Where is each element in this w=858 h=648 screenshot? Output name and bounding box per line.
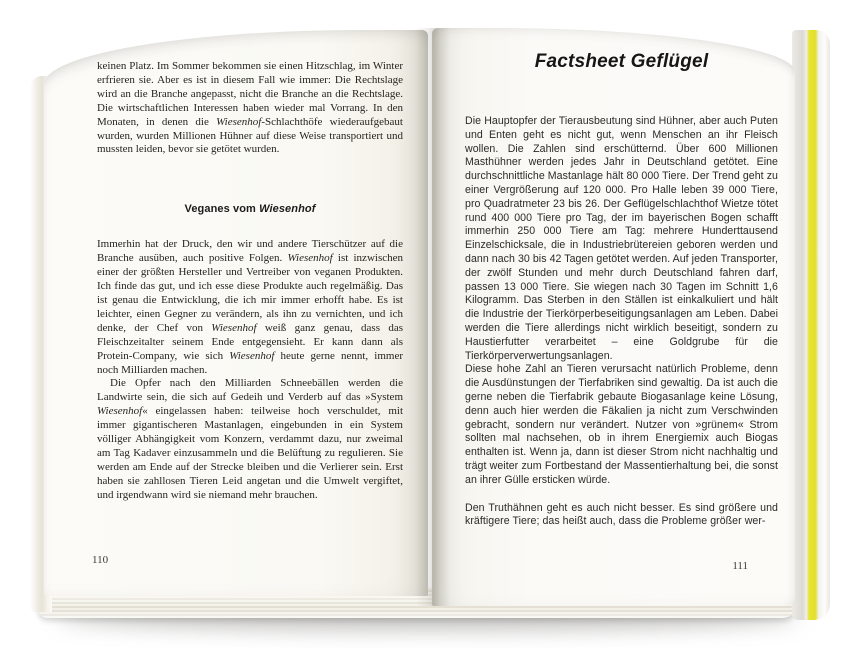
- paragraph-continued: keinen Platz. Im Sommer bekommen sie einen Hitzschlag, im Winter erfrieren sie. Aber es ist in diesem Fall wie immer: Die Rechtslage wird an die Branche angepasst, nicht die Branche an die Rechtslage. Die wirtschaftlichen Interessen haben wieder mal Vorrang. In den Monaten, in denen die Wiesenhof-Schlachthöfe wiederaufgebaut wurden, wurden Millionen Hühner auf diese Weise transportiert und mussten leiden, bevor sie getötet wurden.: [97, 60, 403, 156]
- paragraph: Diese hohe Zahl an Tieren verursacht natürlich Probleme, denn die Ausdünstungen der Tierfabriken sind gewaltig. Da ist auch die gerne neben die Tierfabrik gebaute Biogasanlage keine Lösung, denn auch hier werden die Fäkalien ja nicht zum Verschwinden gebracht, sondern nur verändert. Nutzer von »grünem« Strom sollten mal nachsehen, ob in ihrem Energiemix auch Biogas enthalten ist. Wenn ja, dann ist dieser Strom nicht nachhaltig und trägt weiter zum Fortbestand der Massentierhaltung bei, die sonst an ihrer Gülle ersticken würde.: [465, 363, 778, 486]
- page-number-right: 111: [732, 560, 748, 572]
- chapter-heading: Factsheet Geflügel: [534, 51, 709, 72]
- left-page: [44, 30, 428, 596]
- section-heading: Veganes vom Wiesenhof: [184, 203, 316, 216]
- left-page-text: [97, 60, 403, 503]
- right-page-text: [465, 51, 778, 529]
- paragraph: Immerhin hat der Druck, den wir und andere Tierschützer auf die Branche ausüben, auch positive Folgen. Wiesenhof ist inzwischen einer der größten Hersteller und Vertreiber von veganen Produkten. Ich finde das gut, und ich esse diese Produkte auch regelmäßig. Das ist genau die Entwicklung, die ich mir immer erhofft habe. Es ist leichter, einen Gegner zu verändern, als ihn zu vernichten, und ich denke, der Chef von Wiesenhof weiß ganz genau, dass das Fleischzeitalter seinem Ende entgegensieht. Er kann dann als Protein-Company, wie sich Wiesenhof heute gerne nennt, immer noch Milliarden machen.: [97, 238, 403, 376]
- right-page: [432, 28, 795, 606]
- book-cover-yellow-edge: [792, 30, 830, 620]
- paragraph: Die Hauptopfer der Tierausbeutung sind Hühner, aber auch Puten und Enten geht es nicht gut, wenn Menschen an ihr Fleisch wollen. Die Zahlen sind erschütternd. Über 600 Millionen Masthühner werden jedes Jahr in Deutschland getötet. Eine durchschnittliche Mastanlage hält 80 000 Tiere. Der Trend geht zu einer Vergrößerung auf 120 000. Pro Halle leben 39 000 Tiere, pro Quadratmeter 23 bis 26. Der Geflügelschlachthof Wietze tötet rund 400 000 Tiere pro Tag, der im bayerischen Bogen schafft immerhin 250 000 Tiere am Tag: mehrere Hunderttausend Einzelschicksale, die in Industriebrütereien geboren werden und dann nach 30 bis 42 Tagen getötet werden. Auf jeden Transporter, der zwölf Stunden und mehr durch Deutschland fahren darf, passen 13 000 Tiere. Sie wiegen nach 30 Tagen im Schnitt 1,6 Kilogramm. Das Sterben in den Ställen ist einkalkuliert und hält die Industrie der Tierkörperbeseitigungsanlagen am Leben. Dabei werden die Tiere allerdings nicht wirklich beseitigt, sondern zu Haustierfutter verarbeitet – eine Goldgrube für die Tierkörperverwertungsanlagen.: [465, 115, 778, 362]
- page-number-left: 110: [92, 554, 109, 566]
- paragraph: Die Opfer nach den Milliarden Schneebällen werden die Landwirte sein, die sich auf Gedeih und Verderb auf das »System Wiesenhof« eingelassen haben: teilweise hoch verschuldet, mit immer gigantischeren Mastanlagen, eingebunden in ein System völliger Abhängigkeit vom Konzern, verdammt dazu, nur zweimal am Tag Kadaver einzusammeln und die Belüftung zu regulieren. Sie werden am Ende auf der Strecke bleiben und die Verlierer sein. Erst haben sie zahllosen Tieren Leid angetan und die Umwelt vergiftet, und irgendwann wird sie niemand mehr brauchen.: [97, 377, 403, 501]
- book-spread: [30, 22, 830, 630]
- paragraph: Den Truthähnen geht es auch nicht besser. Es sind größere und kräftigere Tiere; das heißt auch, dass die Probleme größer wer-: [465, 501, 778, 528]
